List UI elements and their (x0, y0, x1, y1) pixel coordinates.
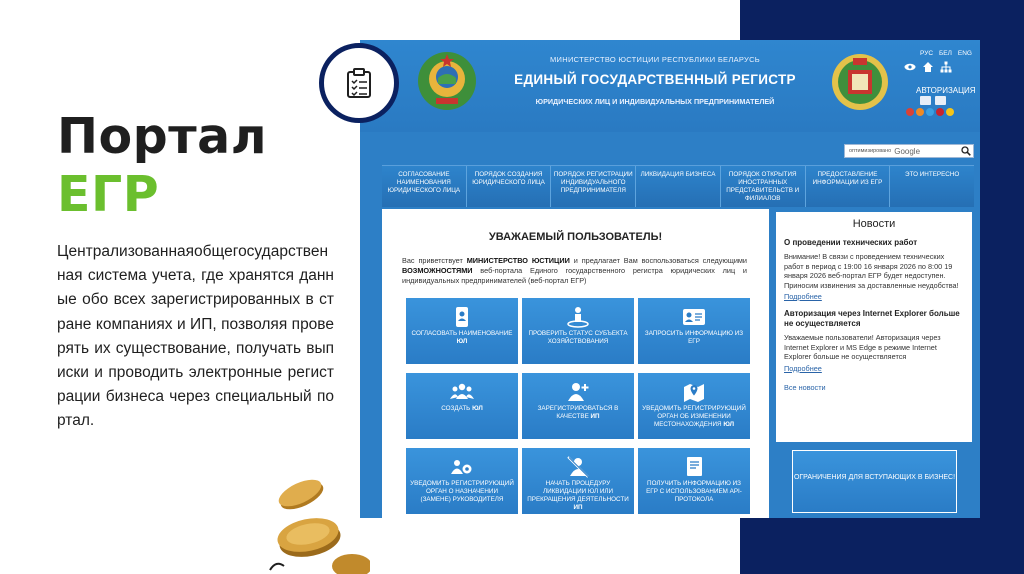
auth-label[interactable]: АВТОРИЗАЦИЯ (916, 86, 976, 95)
news-item-heading[interactable]: Авторизация через Internet Explorer больше не осуществляется (784, 309, 960, 328)
status-person-icon (566, 306, 590, 328)
news-title: Новости (852, 218, 896, 230)
all-news-link[interactable]: Все новости (784, 382, 826, 392)
nav-entrepreneur-registration[interactable]: ПОРЯДОК РЕГИСТРАЦИИ ИНДИВИДУАЛЬНОГО ПРЕДПРИНИМАТЕЛЯ (551, 166, 636, 207)
justice-ministry-emblem-icon (830, 52, 890, 112)
news-panel (776, 212, 972, 442)
gold-coins-decoration (240, 470, 370, 574)
tile-label: СОЗДАТЬ ЮЛ (441, 405, 483, 412)
search-prefix: оптимизировано (849, 148, 892, 154)
group-users-icon (450, 381, 474, 403)
token-auth-icon[interactable] (935, 96, 946, 105)
nav-business-liquidation[interactable]: ЛИКВИДАЦИЯ БИЗНЕСА (636, 166, 721, 207)
portal-screenshot (360, 40, 980, 518)
tile-label: ПОЛУЧИТЬ ИНФОРМАЦИЮ ИЗ ЕГР С ИСПОЛЬЗОВАНИЕМ API-ПРОТОКОЛА (646, 480, 742, 503)
tile-notify-manager-change[interactable] (406, 448, 518, 514)
tile-label: НАЧАТЬ ПРОЦЕДУРУ ЛИКВИДАЦИИ ЮЛ ИЛИ ПРЕКРАЩЕНИЯ ДЕЯТЕЛЬНОСТИ ИП (527, 480, 629, 511)
chrome-icon (906, 108, 914, 116)
nav-legal-entity-creation[interactable]: ПОРЯДОК СОЗДАНИЯ ЮРИДИЧЕСКОГО ЛИЦА (467, 166, 552, 207)
eye-icon[interactable] (904, 60, 916, 72)
nav-foreign-branches[interactable]: ПОРЯДОК ОТКРЫТИЯ ИНОСТРАННЫХ ПРЕДСТАВИТЕЛЬСТВ И ФИЛИАЛОВ (721, 166, 806, 207)
tile-check-status[interactable] (522, 298, 634, 364)
tile-label: ПРОВЕРИТЬ СТАТУС СУБЪЕКТА ХОЗЯЙСТВОВАНИЯ (528, 330, 628, 345)
belarus-coat-of-arms-icon (416, 50, 478, 112)
yandex-icon (946, 108, 954, 116)
news-item-text: Уважаемые пользователи! Авторизация через Internet Explorer и MS Edge в режиме Internet Explorer больше не осуществляется (784, 333, 941, 361)
portal-subtitle: ЮРИДИЧЕСКИХ ЛИЦ И ИНДИВИДУАЛЬНЫХ ПРЕДПРИНИМАТЕЛЕЙ (535, 97, 775, 106)
browser-icons (906, 108, 954, 116)
portal-header (360, 40, 980, 132)
tile-notify-address-change[interactable] (638, 373, 750, 439)
language-switcher (920, 50, 980, 57)
slide-description: Централизованнаяобщегосударственная система учета, где хранятся данные обо всех зарегистрированных в стране компаниях и ИП, позволяя проверять их существование, получать выписки и проводить электронные регистрации бизнеса через специальный портал. (57, 243, 334, 430)
nav-egr-information[interactable]: ПРЕДОСТАВЛЕНИЕ ИНФОРМАЦИИ ИЗ ЕГР (806, 166, 891, 207)
firefox-icon (916, 108, 924, 116)
services-panel (382, 209, 769, 518)
welcome-part1: Вас приветствует (402, 256, 467, 265)
book-icon (682, 456, 706, 478)
tile-create-legal-entity[interactable] (406, 373, 518, 439)
contact-card-icon (682, 306, 706, 328)
nav-name-approval[interactable]: СОГЛАСОВАНИЕ НАИМЕНОВАНИЯ ЮРИДИЧЕСКОГО ЛИЦА (382, 166, 467, 207)
restrictions-button[interactable]: ОГРАНИЧЕНИЯ ДЛЯ ВСТУПАЮЩИХ В БИЗНЕС! (792, 450, 957, 513)
slide-title (57, 108, 267, 224)
welcome-part2: и предлагает Вам воспользоваться следующими (569, 256, 748, 265)
news-item-text: Внимание! В связи с проведением технических работ в период с 19:00 16 января 2026 по 8:00 19 января 2026 веб-портал ЕГР будет недоступен. Приносим извинения за доставленные неудобства! (784, 252, 959, 290)
tile-label: УВЕДОМИТЬ РЕГИСТРИРУЮЩИЙ ОРГАН ОБ ИЗМЕНЕНИИ МЕСТОНАХОЖДЕНИЯ ЮЛ (642, 405, 746, 428)
lang-be[interactable]: БЕЛ (939, 50, 952, 57)
users-gear-icon (450, 456, 474, 478)
header-icons (904, 60, 952, 72)
nav-interesting[interactable]: ЭТО ИНТЕРЕСНО (905, 171, 960, 178)
lang-ru[interactable]: РУС (920, 50, 934, 57)
tile-api-info[interactable] (638, 448, 750, 514)
search-input[interactable] (844, 144, 974, 158)
tile-label: ЗАРЕГИСТРИРОВАТЬСЯ В КАЧЕСТВЕ ИП (537, 405, 619, 420)
tile-label: УВЕДОМИТЬ РЕГИСТРИРУЮЩИЙ ОРГАН О НАЗНАЧЕНИИ (ЗАМЕНЕ) РУКОВОДИТЕЛЯ (410, 480, 514, 503)
clipboard-checklist-icon (346, 68, 372, 98)
user-slash-icon (566, 456, 590, 478)
google-label: Google (894, 146, 921, 156)
opera-icon (936, 108, 944, 116)
ministry-caption: МИНИСТЕРСТВО ЮСТИЦИИ РЕСПУБЛИКИ БЕЛАРУСЬ (549, 55, 761, 64)
welcome-text (402, 256, 747, 286)
search-icon[interactable] (961, 146, 971, 156)
sitemap-icon[interactable] (940, 60, 952, 72)
map-pin-icon (682, 381, 706, 403)
slide-title-line2: ЕГР (57, 166, 160, 223)
tile-start-liquidation[interactable] (522, 448, 634, 514)
news-more-link[interactable]: Подробнее (784, 292, 822, 301)
tile-register-entrepreneur[interactable] (522, 373, 634, 439)
main-navigation (382, 165, 974, 207)
tile-request-info[interactable] (638, 298, 750, 364)
tile-approve-name[interactable] (406, 298, 518, 364)
lang-en[interactable]: ENG (957, 50, 972, 57)
user-plus-icon (566, 381, 590, 403)
welcome-part3: веб-портала Единого государственного регистра юридических лиц и индивидуальных предпринимателей (веб-портал ЕГР) (402, 266, 747, 285)
checklist-circle (319, 43, 399, 123)
greeting-heading: УВАЖАЕМЫЙ ПОЛЬЗОВАТЕЛЬ! (488, 231, 663, 243)
news-item-heading[interactable]: О проведении технических работ (784, 238, 918, 247)
auth-methods (920, 96, 946, 105)
tile-label: ЗАПРОСИТЬ ИНФОРМАЦИЮ ИЗ ЕГР (644, 330, 744, 345)
id-card-icon (450, 306, 474, 328)
edge-icon (926, 108, 934, 116)
portal-title: ЕДИНЫЙ ГОСУДАРСТВЕННЫЙ РЕГИСТР (514, 72, 796, 87)
slide-title-line1: Портал (57, 108, 268, 165)
welcome-ministry: МИНИСТЕРСТВО ЮСТИЦИИ (466, 256, 570, 265)
news-more-link[interactable]: Подробнее (784, 363, 822, 373)
home-icon[interactable] (922, 60, 934, 72)
tile-label: СОГЛАСОВАТЬ НАИМЕНОВАНИЕ ЮЛ (411, 330, 513, 345)
id-card-auth-icon[interactable] (920, 96, 931, 105)
welcome-possibilities: ВОЗМОЖНОСТЯМИ (402, 266, 473, 275)
